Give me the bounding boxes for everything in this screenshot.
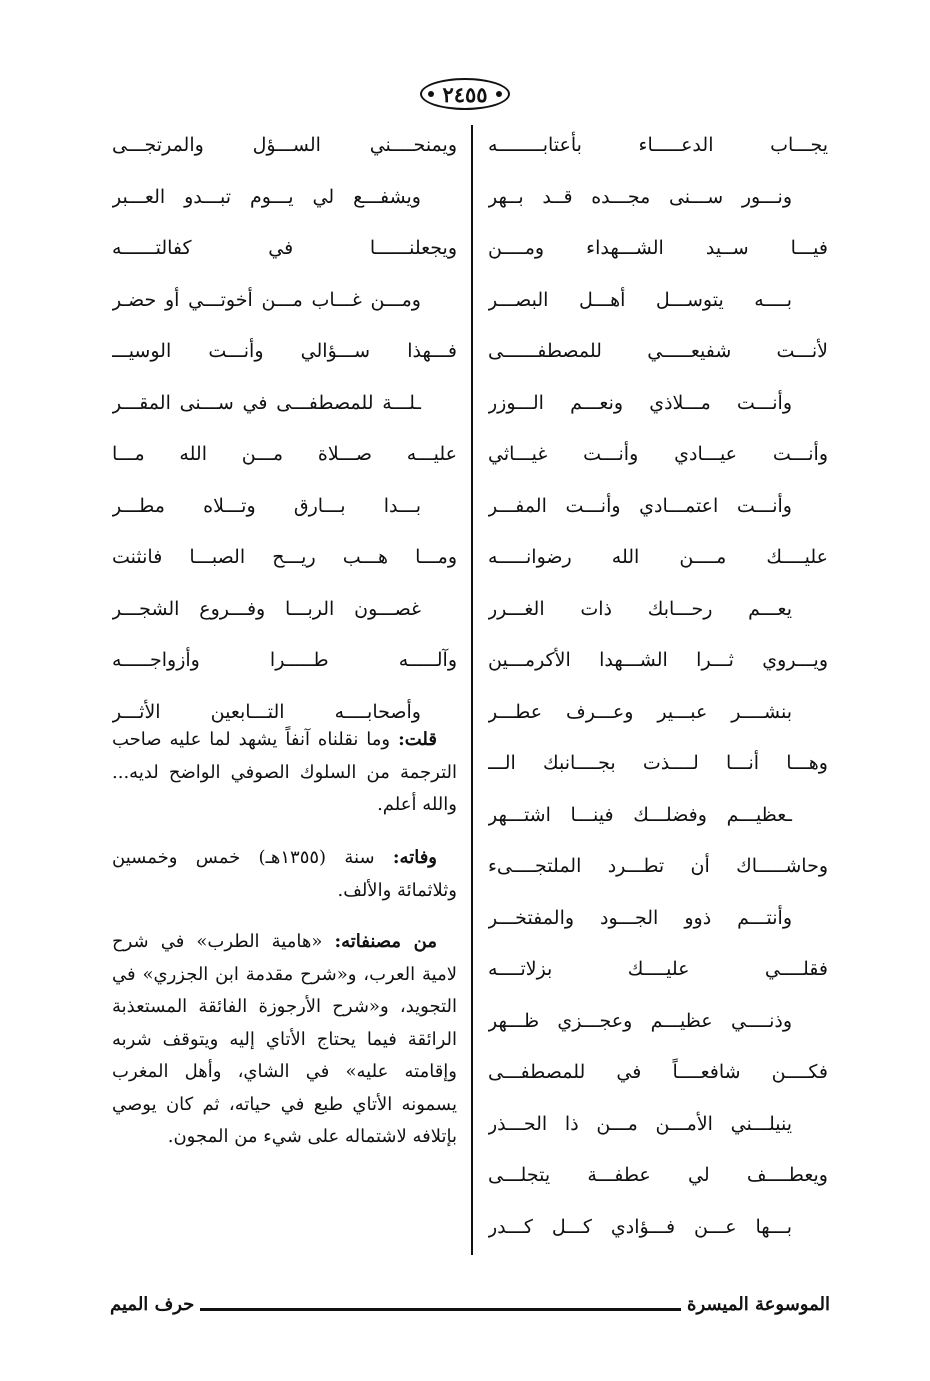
footer-section-title: حرف الميم [110, 1293, 195, 1315]
paragraph-text: سنة (١٣٥٥هـ) خمس وخمسين وثلاثمائة والألف. [112, 847, 457, 901]
page-footer [110, 1290, 830, 1318]
verse-line: فكــــن شافعــــاً في للمصطفـــى [488, 1061, 828, 1083]
verse-line: وأنـــت مـــلاذي ونعـــم الـــوزر [488, 391, 792, 414]
column-divider [471, 125, 473, 1255]
verse-line: ومـــا هـــب ريـــح الصبـــا فانثنت [112, 546, 457, 568]
verse-line: عليـــه صـــلاة مـــن الله مـــا [112, 443, 457, 465]
paragraph-label: من مصنفاته: [334, 931, 438, 952]
verse-line: ويشفـــع لي يـــوم تبـــدو العـــبر [112, 185, 421, 208]
footer-rule [200, 1308, 681, 1311]
poem-column-right [488, 126, 828, 1259]
paragraph-works [112, 926, 457, 1154]
verse-line: ويمنحــــني الســـؤل والمرتجـــى [112, 134, 457, 156]
paragraph-label: وفاته: [392, 847, 437, 868]
verse-line: وأنتـــم ذوو الجـــود والمفتخـــر [488, 906, 792, 929]
verse-line: لأنـــت شفيعـــــي للمصطفــــــى [488, 340, 828, 362]
verse-line: وأنـــت عيـــادي وأنـــت غيـــاثي [488, 443, 828, 465]
paragraph-text: وما نقلناه آنفاً يشهد لما عليه صاحب الترجمة من السلوك الصوفي الواضح لديه... والله أعلم. [112, 729, 457, 815]
page-number: ٢٤٥٥ [442, 81, 488, 107]
paragraph-death [112, 842, 457, 907]
verse-line: فقلــــي عليــــك بزلاتــــه [488, 958, 828, 980]
verse-line: ومـــن غـــاب مـــن أخوتـــي أو حضـر [112, 288, 421, 311]
verse-line: يعـــم رحـــابك ذات الغـــرر [488, 597, 792, 620]
paragraph-text: «هامية الطرب» في شرح لامية العرب، و«شرح مقدمة ابن الجزري» في التجويد، و«شرح الأرجوزة الفائقة المستعذبة الرائقة فيما يحتاج الأتاي إليه ويتوقف شربه وإقامته عليه» في الشاي، وأهل المغرب يسمونه الأتاي طبع في حياته، ثم كان يوصي بإتلافه لاشتماله على شيء من المجون. [112, 931, 457, 1147]
verse-line: فيـــا ســيد الشـــهداء ومــــن [488, 237, 828, 259]
verse-line: وحاشـــــاك أن تطـــرد الملتجــــىء [488, 855, 828, 877]
verse-line: ـلـــة للمصطفـــى في ســـنى المقـــر [112, 391, 421, 414]
verse-line: يجـــاب الدعـــــاء بأعتابــــــــه [488, 134, 828, 156]
verse-line: فـــهذا ســـؤالي وأنـــت الوسيـــ [112, 340, 457, 362]
verse-line: بــــه يتوســـل أهـــل البصـــر [488, 288, 792, 311]
verse-line: وهـــا أنـــا لــــذت بجــــانبك الـــ [488, 752, 828, 774]
verse-line: ينيلـــني الأمـــن مـــن ذا الحـــذر [488, 1112, 792, 1135]
verse-line: ـعظيـــم وفضلـــك فينـــا اشتـــهر [488, 803, 792, 826]
footer-encyclopedia-title: الموسوعة الميسرة [687, 1293, 830, 1315]
verse-line: عليــــك مــــن الله رضوانـــــه [488, 546, 828, 568]
verse-line: بنشــــر عبـــير وعـــرف عطـــر [488, 700, 792, 723]
verse-line: ونـــور ســـنى مجـــده قــد بــهر [488, 185, 792, 208]
poem-column-left [112, 126, 457, 744]
ornament-dot-right [496, 91, 502, 97]
paragraph-note [112, 724, 457, 822]
verse-line: وأصحابــــه التـــابعين الأثـــر [112, 700, 421, 723]
verse-line: ويـــروي ثـــرا الشـــهدا الأكرمـــين [488, 649, 828, 671]
verse-line: بـــها عـــن فـــؤادي كـــل كـــدر [488, 1215, 792, 1238]
verse-line: وأنـــت اعتمـــادي وأنـــت المفـــر [488, 494, 792, 517]
verse-line: ويعطــــف لي عطفـــة يتجلـــى [488, 1164, 828, 1186]
verse-line: وذنــــي عظيـــم وعجـــزي ظـــهر [488, 1009, 792, 1032]
page-number-ornament [420, 78, 510, 110]
verse-line: بـــدا بـــارق وتـــلاه مطـــر [112, 494, 421, 517]
ornament-dot-left [428, 91, 434, 97]
verse-line: وآلـــــه طـــــرا وأزواجـــــه [112, 649, 457, 671]
verse-line: ويجعلنــــــا في كفالتــــــه [112, 237, 457, 259]
verse-line: غصـــون الربـــا وفـــروع الشجـــر [112, 597, 421, 620]
paragraph-label: قلت: [398, 729, 437, 750]
